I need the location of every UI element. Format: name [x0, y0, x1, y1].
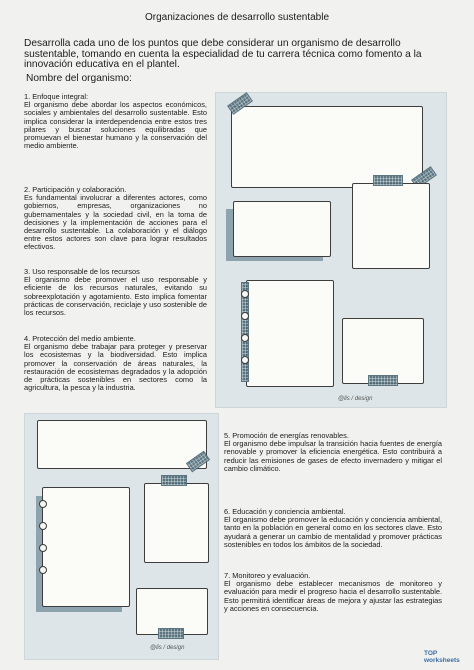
section-heading: 6. Educación y conciencia ambiental. [224, 507, 346, 516]
spiral-ring-icon [39, 500, 47, 508]
section-4 [24, 335, 207, 392]
credit-text: @lis / design [150, 645, 185, 651]
organism-name-label: Nombre del organismo: [26, 73, 132, 84]
logo-line-1: TOP [424, 650, 438, 657]
section-body: El organismo debe promover la educación y conciencia ambiental, tanto en la población en general como en los sectores clave. Esto ayudará a generar un cambio de mentalidad y promover prácticas sostenibles en todos los ámbitos de la sociedad. [224, 515, 442, 549]
section-heading: 3. Uso responsable de los recursos [24, 267, 140, 276]
section-heading: 4. Protección del medio ambiente. [24, 334, 136, 343]
section-body: El organismo debe abordar los aspectos económicos, sociales y ambientales del desarrollo sustentable. Esto implica considerar la interdependencia entre estos tres pilares y buscar soluciones equilibradas que promuevan el bienestar humano y la conservación del medio ambiente. [24, 100, 207, 151]
section-3 [24, 268, 207, 317]
section-heading: 2. Participación y colaboración. [24, 185, 127, 194]
spiral-ring-icon [39, 522, 47, 530]
spiral-ring-icon [39, 566, 47, 574]
washi-tape [158, 628, 184, 639]
note-card [352, 183, 430, 269]
washi-tape [373, 175, 403, 186]
spiral-notebook-card [42, 487, 130, 607]
note-card [37, 420, 207, 469]
section-heading: 1. Enfoque integral: [24, 92, 89, 101]
section-heading: 5. Promoción de energías renovables. [224, 431, 349, 440]
page-title: Organizaciones de desarrollo sustentable [145, 12, 329, 23]
section-5 [224, 432, 442, 473]
washi-tape [368, 375, 398, 386]
section-body: El organismo debe promover el uso responsable y eficiente de los recursos naturales, evitando su sobreexplotación y agotamiento. Esto implica fomentar prácticas de conservación, reciclaje y uso sostenible de los recursos. [24, 275, 207, 318]
section-heading: 7. Monitoreo y evaluación. [224, 571, 311, 580]
spiral-ring-icon [241, 334, 249, 342]
section-body: Es fundamental involucrar a diferentes actores, como gobiernos, empresas, organizaciones no gubernamentales y la sociedad civil, en la toma de decisiones y la implementación de acciones para el desarrollo sustentable. La colaboración y el diálogo entre estos actores son clave para lograr resultados efectivos. [24, 193, 207, 252]
note-card [233, 201, 331, 257]
instructions: Desarrolla cada uno de los puntos que debe considerar un organismo de desarrollo sustentable, tomando en cuenta la especialidad de tu carrera técnica como fomento a la innovación educativa en el plantel. [24, 38, 422, 70]
topworksheets-logo[interactable] [424, 650, 460, 664]
spiral-ring-icon [241, 356, 249, 364]
spiral-ring-icon [241, 312, 249, 320]
spiral-ring-icon [241, 290, 249, 298]
section-1 [24, 93, 207, 150]
section-7 [224, 572, 442, 613]
note-card [144, 483, 209, 563]
washi-tape [161, 475, 187, 486]
spiral-ring-icon [39, 544, 47, 552]
section-body: El organismo debe trabajar para proteger y preservar los ecosistemas y la biodiversidad. Esto implica promover la conservación de áreas naturales, la restauración de ecosistemas degradados y la adopción de prácticas sostenibles en sectores como la agricultura, la pesca y la industria. [24, 342, 207, 393]
section-body: El organismo debe establecer mecanismos de monitoreo y evaluación para medir el progreso hacia el desarrollo sustentable. Esto permitirá identificar áreas de mejora y ajustar las estrategias y acciones en consecuencia. [224, 579, 442, 613]
section-6 [224, 508, 442, 549]
credit-text: @lis / design [338, 396, 373, 402]
spiral-notebook-card [246, 280, 334, 387]
section-2 [24, 186, 207, 252]
section-body: El organismo debe impulsar la transición hacia fuentes de energía renovable y promover la eficiencia energética. Esto contribuirá a reducir las emisiones de gases de efecto invernadero y mitigar el cambio climático. [224, 439, 442, 473]
logo-line-2: worksheets [424, 657, 460, 664]
